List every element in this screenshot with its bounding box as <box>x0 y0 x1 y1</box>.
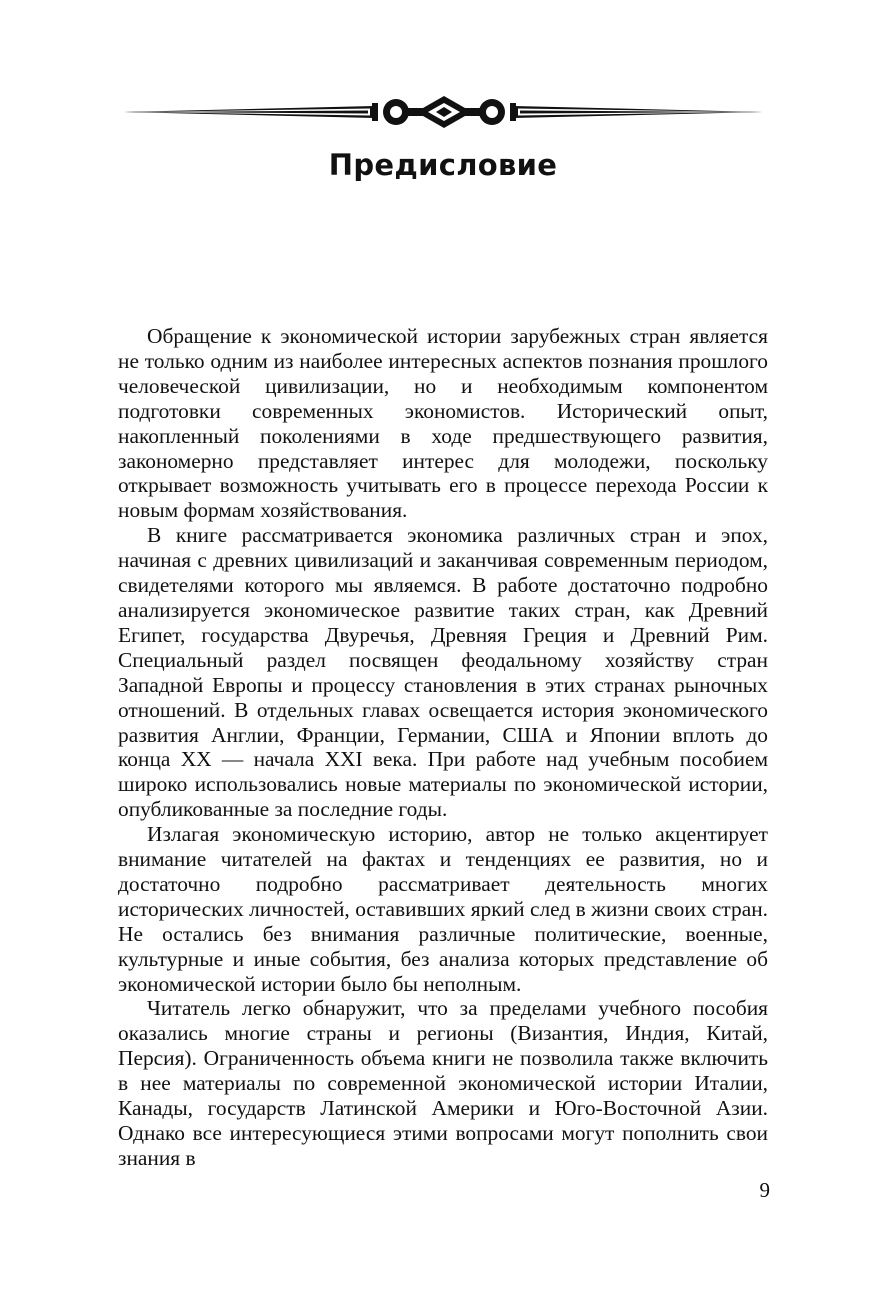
page-title: Предисловие <box>328 148 558 182</box>
decorative-divider-icon <box>124 94 764 130</box>
page-number: 9 <box>759 1178 770 1202</box>
paragraph: Излагая экономическую историю, автор не только акцентирует внимание читателей на фактах и тенденциях ее развития, но и достаточно подробно рассматривает деятельность многих исторических личностей, оставивших яркий след в жизни своих стран. Не остались без внимания различные политические, военные, культурные и иные события, без анализа которых представление об экономической истории было бы неполным. <box>118 822 768 996</box>
paragraph: Читатель легко обнаружит, что за пределами учебного пособия оказались многие страны и регионы (Византия, Индия, Китай, Персия). Ограниченность объема книги не позволила также включить в нее материалы по современной экономической истории Италии, Канады, государств Латинской Америки и Юго-Восточной Азии. Однако все интересующиеся этими вопросами могут пополнить свои знания в <box>118 996 768 1170</box>
paragraph: В книге рассматривается экономика различных стран и эпох, начиная с древних цивилизаций и заканчивая современным периодом, свидетелями которого мы являемся. В работе достаточно подробно анализируется экономическое развитие таких стран, как Древний Египет, государства Двуречья, Древняя Греция и Древний Рим. Специальный раздел посвящен феодальному хозяйству стран Западной Европы и процессу становления в этих странах рыночных отношений. В отдельных главах освещается история экономического развития Англии, Франции, Германии, США и Японии вплоть до конца XX — начала XXI века. При работе над учебным пособием широко использовались новые материалы по экономической истории, опубликованные за последние годы. <box>118 523 768 822</box>
paragraph: Обращение к экономической истории зарубежных стран является не только одним из наиболее интересных аспектов познания прошлого человеческой цивилизации, но и необходимым компонентом подготовки современных экономистов. Исторический опыт, накопленный поколениями в ходе предшествующего развития, закономерно представляет интерес для молодежи, поскольку открывает возможность учитывать его в процессе перехода России к новым формам хозяйствования. <box>118 324 768 523</box>
body-text <box>118 324 768 1171</box>
